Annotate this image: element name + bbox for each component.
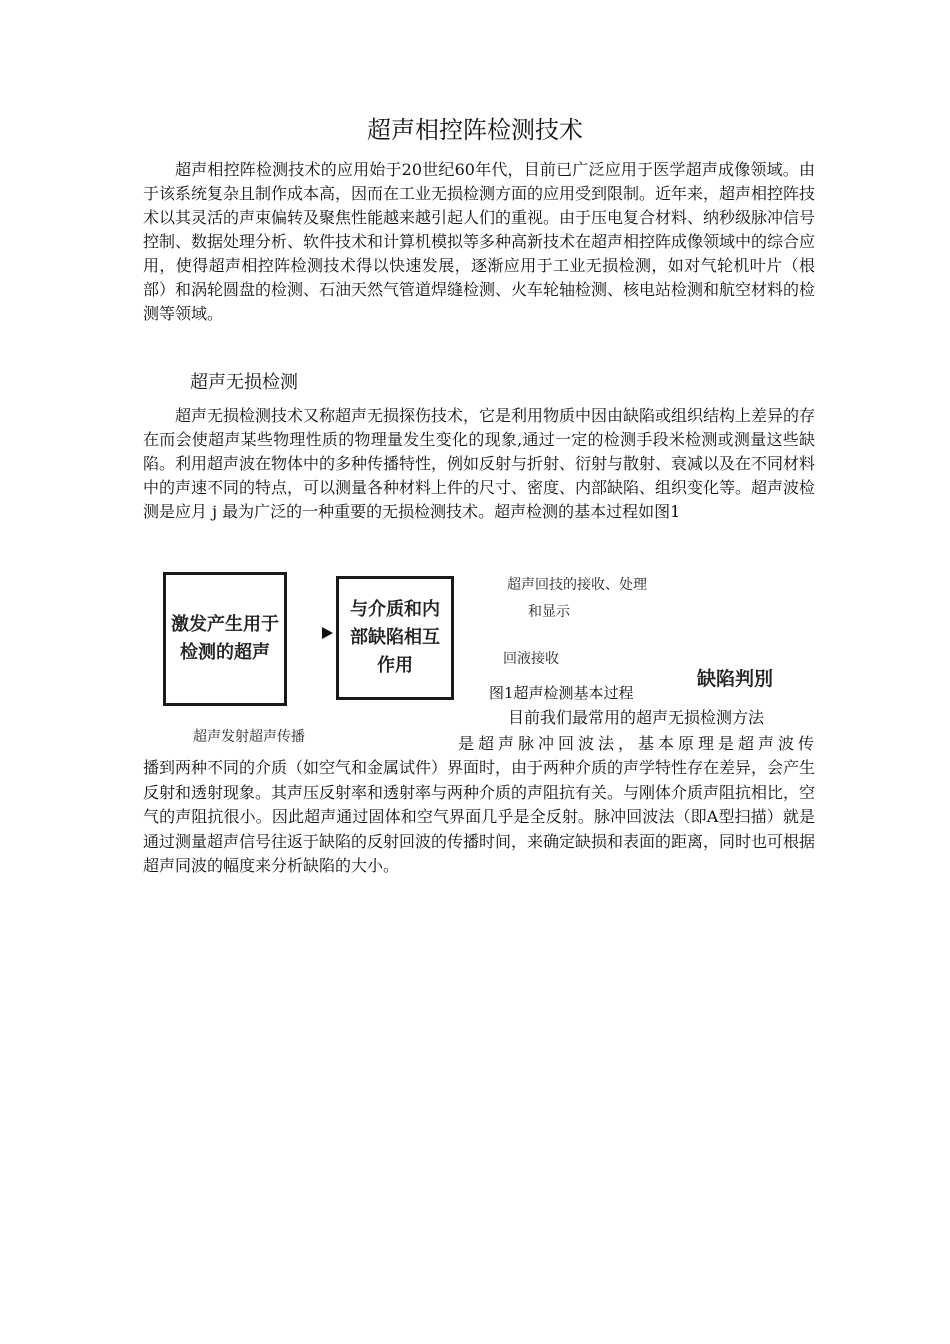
label-defect-judgement: 缺陷判別 bbox=[697, 668, 774, 690]
paragraph-pulse-echo: 播到两种不同的介质（如空气和金属试件）界面时，由于两种介质的声学特性存在差异，会产生反射和透射现象。其声压反射率和透射率与两种介质的声阻抗有关。与刚体介质声阻抗相比，空气的声阻抗很小。因此超声通过固体和空气界面几乎是全反射。脉冲回波法（即A型扫描）就是通过测量超声信号往返于缺陷的反射回波的传播时间，来确定缺损和表面的距离，同时也可根据超声同波的幅度来分析缺陷的大小。 bbox=[143, 758, 816, 875]
page-title: 超声相控阵检测技术 bbox=[367, 116, 583, 144]
paragraph-ultrasonic-ndt: 超声无损检测技术又称超声无损探伤技术，它是利用物质中因由缺陷或组织结构上差异的存在而会使超声某些物理性质的物理量发生变化的现象,通过一定的检测手段米检测或测量这些缺陷。利用超声波在物体中的多种传播特性，例如反射与折射、衍射与散射、衰减以及在不同材料中的声速不同的特点，可以测量各种材料上件的尺寸、密度、内部缺陷、组织变化等。超声波检测是应月 j 最为广泛的一种重要的无损检测技术。超声检测的基本过程如图1 bbox=[143, 406, 816, 521]
paragraph3-line2: 是超声脉冲回波法，基本原理是超声波传 bbox=[458, 734, 814, 753]
paragraph-intro: 超声相控阵检测技术的应用始于20世纪60年代，目前已广泛应用于医学超声成像领域。由于该系统复杂且制作成本高，因而在工业无损检测方面的应用受到限制。近年来，超声相控阵技术以其灵活的声束偏转及聚焦性能越来越引起人们的重视。由于压电复合材料、纳秒级脉冲信号控制、数据处理分析、软件技术和计算机模拟等多种高新技术在超声相控阵成像领域中的综合应用，使得超声相控阵检测技术得以快速发展，逐渐应用于工业无损检测，如对气轮机叶片（根部）和涡轮圆盘的检测、石油天然气管道焊缝检测、火车轮轴检测、核电站检测和航空材料的检测等领域。 bbox=[143, 160, 816, 323]
box-excitation: 激发产生用于检测的超声 bbox=[163, 572, 287, 706]
label-receive-line2: 和显示 bbox=[528, 604, 570, 620]
section-heading: 超声无损检测 bbox=[190, 372, 298, 393]
box-interaction: 与介质和内部缺陷相互作用 bbox=[336, 576, 454, 700]
label-receive-line1: 超声回技的接收、处理 bbox=[507, 577, 647, 593]
label-echo-receive: 回液接收 bbox=[503, 651, 559, 667]
label-emit-propagate: 超声发射超声传播 bbox=[193, 729, 305, 745]
arrow-right-icon bbox=[322, 627, 333, 639]
paragraph3-line1: 目前我们最常用的超声无损检测方法 bbox=[508, 708, 765, 727]
figure-caption: 图1超声检测基本过程 bbox=[489, 684, 634, 702]
